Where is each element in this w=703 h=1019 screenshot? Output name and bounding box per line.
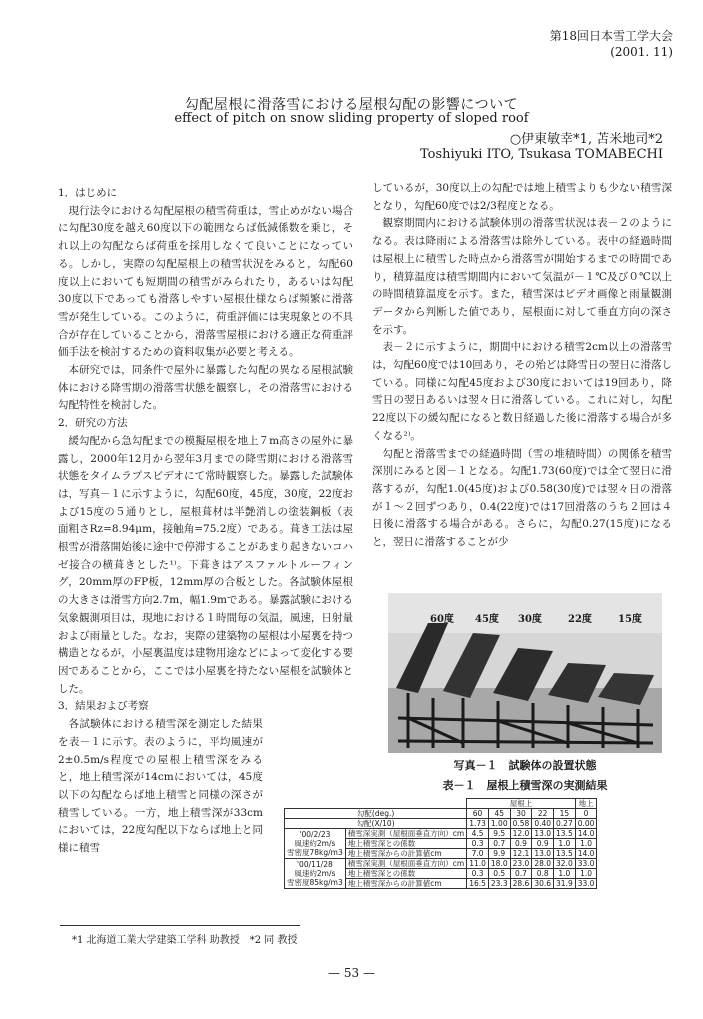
right-column [372,180,672,552]
table-cell: 0.7 [510,869,532,879]
table-cell: 13.0 [532,829,554,839]
table-cell: 1.00 [488,819,510,829]
row-label: 地上積雪深からの計算値cm [345,879,466,889]
condition-date: '00/2/23 [299,830,331,839]
row-label: 勾配(deg.) [285,809,467,819]
angle-label: 60度 [430,614,454,625]
paragraph: 現行法令における勾配屋根の積雪荷重は，雪止めがない場合に勾配30度を越え60度以下の範囲ならば低減係数を乗じ，それ以上の勾配ならば荷重を採用しなくて良いことになっている。しかし，実際の勾配屋根上の積雪状況をみると，勾配60度以上においても短期間の積雪がみられたり，あるいは勾配30度以下であっても滑落しやすい屋根仕様ならば頻繁に滑落雪が発生している。このように，荷重評価には実現象との不具合が存在していることから，滑落雪屋根における適正な荷重評価手法を検討するための資料収集が必要と考える。 [58,204,353,359]
left-column [58,185,353,858]
table-cell: 1.0 [575,839,597,849]
table-cell: 12.1 [510,849,532,859]
condition-wind: 風速約2m/s [294,839,336,848]
table-cell: 30.6 [532,879,554,889]
table-cell: 33.0 [575,879,597,889]
conference-date: (2001. 11) [610,45,673,59]
table-cell: 1.73 [467,819,489,829]
row-label: 積雪深実測（屋根面垂直方向）cm [345,859,466,869]
table-cell: 7.0 [467,849,489,859]
table-cell: 0.5 [488,869,510,879]
condition-cell [285,859,346,889]
condition-density: 雪密度78kg/m3 [287,848,343,857]
table-cell: 30 [510,809,532,819]
table-row [285,829,597,839]
table-cell: 0.27 [554,819,576,829]
condition-date: '00/11/28 [297,860,333,869]
table-cell: 18.0 [488,859,510,869]
table-cell: 22 [532,809,554,819]
table-cell: 9.5 [488,829,510,839]
table-cell: 28.6 [510,879,532,889]
header-roof: 屋根上 [467,799,576,809]
table-cell: 31.9 [554,879,576,889]
paragraph: 表－２に示すように，期間中における積雪2cm以上の滑落雪は，勾配60度では10回あり，その殆どは降雪日の翌日に滑落している。同様に勾配45度および30度においては19回あり，降雪日の翌日あるいは翌々日に滑落している。これに対し，勾配22度以下の緩勾配になると数日経過した後に滑落する場合が多くなる²⁾。 [372,341,672,442]
table-cell: 13.5 [554,849,576,859]
table-cell: 0.9 [532,839,554,849]
table-cell: 16.5 [467,879,489,889]
paragraph: 勾配と滑落雪までの経過時間（雪の堆積時間）の関係を積雪深別にみると図－１となる。勾配1.73(60度)では全て翌日に滑落するが，勾配1.0(45度)および0.58(30度)では翌々日の滑落が１～２回ずつあり，0.4(22度)では17回滑落のうち２回は４日後に滑落する場合がある。さらに，勾配0.27(15度)になると，翌日に滑落することが少 [372,447,672,549]
angle-label: 45度 [475,614,499,625]
condition-cell [285,829,346,859]
section-heading-results: 3．結果および考察 [58,700,149,713]
table-cell: 11.0 [467,859,489,869]
table-cell: 0.40 [532,819,554,829]
paper-title-jp: 勾配屋根に滑落雪における屋根勾配の影響について [184,97,519,113]
angle-label: 15度 [618,614,642,625]
snow-depth-table [284,798,597,889]
footnote: *1 北海道工業大学建築工学科 助教授 *2 同 教授 [72,935,298,946]
row-label: 地上積雪深との係数 [345,839,466,849]
row-label: 地上積雪深からの計算値cm [345,849,466,859]
paragraph: しているが，30度以上の勾配では地上積雪よりも少ない積雪深となり，勾配60度では2/3程度となる。 [372,182,672,212]
table-cell: 0.7 [488,839,510,849]
table-cell: 32.0 [554,859,576,869]
table-cell: 0.9 [510,839,532,849]
paper-title-en: effect of pitch on snow sliding property of sloped roof [174,111,529,126]
paragraph: 観察期間内における試験体別の滑落雪状況は表－２のようになる。表は降雨による滑落雪は除外している。表中の経過時間は屋根上に積雪した時点から滑落雪が開始するまでの時間であり，積算温度は積雪期間内において気温が－１℃及び０℃以上の時間積算温度を示す。また，積雪深はビデオ画像と雨量観測データから判断した値であり，屋根面に対して垂直方向の深さを示す。 [372,217,672,336]
table-cell: 23.0 [510,859,532,869]
header-ground: 地上 [575,799,597,809]
table-cell: 14.0 [575,849,597,859]
table-cell: 0.3 [467,869,489,879]
table-cell: 4.5 [467,829,489,839]
table-cell: 14.0 [575,829,597,839]
table-cell: 13.0 [532,849,554,859]
condition-wind: 風速約2m/s [294,869,336,878]
row-label: 地上積雪深との係数 [345,869,466,879]
table-cell: 1.0 [575,869,597,879]
table-cell: 0 [575,809,597,819]
table-cell: 13.5 [554,829,576,839]
authors-en: Toshiyuki ITO, Tsukasa TOMABECHI [420,147,663,162]
table-cell: 1.0 [554,869,576,879]
authors-jp: ○伊東敏幸*1, 苫米地司*2 [509,132,663,147]
table-cell: 12.0 [510,829,532,839]
table-cell: 9.9 [488,849,510,859]
conference-name: 第18回日本雪工学大会 [549,29,673,43]
angle-label: 30度 [518,614,542,625]
table-cell: 1.0 [554,839,576,849]
table-caption: 表－１ 屋根上積雪深の実測結果 [442,779,608,792]
table-cell: 15 [554,809,576,819]
table-cell: 33.0 [575,859,597,869]
section-heading-introduction: 1．はじめに [58,187,118,199]
angle-label: 22度 [568,614,592,625]
table-row [285,809,597,819]
row-label: 積雪深実測（屋根面垂直方向）cm [345,829,466,839]
row-label: 勾配(X/10) [285,819,467,829]
table-cell: 0.00 [575,819,597,829]
table-cell: 60 [467,809,489,819]
table-cell: 28.0 [532,859,554,869]
paragraph: 本研究では，同条件で屋外に暴露した勾配の異なる屋根試験体における降雪期の滑落雪状態を観察し，その滑落雪における勾配特性を検討した。 [58,364,353,412]
table-row [285,819,597,829]
photo-caption: 写真－１ 試験体の設置状態 [453,759,597,772]
footnote-rule [60,925,300,926]
paragraph: 各試験体における積雪深を測定した結果を表－１に示す。表のように，平均風速が2±0.5m/s程度での屋根上積雪深をみると，地上積雪深が14cmにおいては，45度以下の勾配ならば地上積雪と同様の深さが積雪している。一方，地上積雪深が33cmにおいては，22度勾配以下ならば地上と同様に積雪 [58,718,263,855]
section-heading-method: 2．研究の方法 [58,417,128,430]
table-cell: 0.8 [532,869,554,879]
page-number: — 53 — [328,966,375,980]
table-row [285,799,597,809]
table-row [285,859,597,869]
conference-header [550,28,673,60]
table-cell: 45 [488,809,510,819]
paragraph: 緩勾配から急勾配までの模擬屋根を地上７m高さの屋外に暴露し，2000年12月から翌年3月までの降雪期における滑落雪状態をタイムラプスビデオにて常時観察した。暴露した試験体は，写真－１に示すように，勾配60度，45度，30度，22度および15度の５通りとし，屋根葺材は半艶消しの塗装鋼板（表面粗さRz=8.94μm，接触角=75.2度）である。葺き工法は屋根雪が滑落開始後に途中で停滞することがあまり起きないコハゼ接合の横葺きとした¹⁾。下葺きはアスファルトルーフィング，20mm厚のFP板，12mm厚の合板とした。各試験体屋根の大きさは滑雪方向2.7m，幅1.9mである。暴露試験における気象観測項目は，現地における１時間毎の気温，風速，日射量および雨量とした。なお，実際の建築物の屋根は小屋裏を持つ構造となるが，小屋裏温度は建物用途などによって変化する要因であることから，ここでは小屋裏を持たない屋根を試験体とした。 [58,434,353,695]
table-cell: 0.3 [467,839,489,849]
table-cell: 0.58 [510,819,532,829]
condition-density: 雪密度85kg/m3 [287,878,343,887]
table-cell: 23.3 [488,879,510,889]
